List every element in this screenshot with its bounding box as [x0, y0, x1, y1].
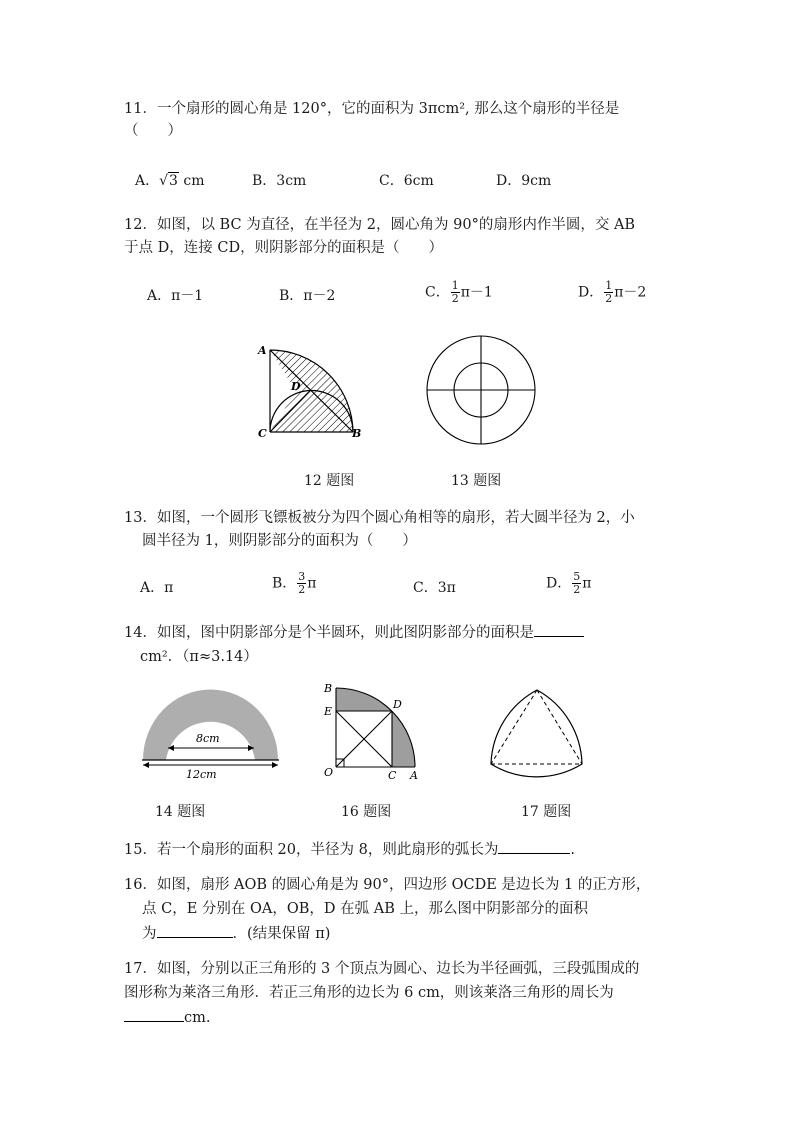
figure-16-shaded-right — [392, 711, 415, 767]
q12-line1: 12．如图，以 BC 为直径，在半径为 2，圆心角为 90°的扇形内作半圆，交 AB — [124, 217, 636, 233]
q17-line2: 图形称为莱洛三角形．若正三角形的边长为 6 cm，则该莱洛三角形的周长为 — [124, 985, 614, 1001]
fraction — [297, 571, 306, 596]
figure-12-label-b: B — [352, 427, 362, 440]
figure-16-shaded-top — [336, 688, 392, 711]
answer-blank[interactable] — [534, 620, 584, 637]
q11-option-a-unit: cm — [178, 173, 205, 189]
q16-line3 — [142, 921, 330, 946]
figure-16-label-b: B — [324, 682, 333, 695]
figure-16-label-d: D — [393, 698, 402, 711]
fraction — [572, 571, 581, 596]
q13-option-b-tail: π — [307, 575, 317, 592]
q12-option-b: B．π－2 — [279, 288, 336, 304]
fraction-numerator: 5 — [573, 570, 581, 583]
figure-12-caption: 12 题图 — [304, 473, 355, 489]
figure-16-label-o: O — [324, 766, 334, 779]
figure-16 — [322, 680, 422, 784]
q16-line3-post: ．(结果保留 π) — [232, 926, 331, 942]
q14-line1 — [124, 620, 584, 645]
q11-option-a — [135, 170, 205, 190]
figure-14-caption: 14 题图 — [155, 804, 206, 820]
q13-option-d-tail: π — [582, 575, 592, 592]
q15-text: 15．若一个扇形的面积 20，半径为 8，则此扇形的弧长为 — [124, 842, 499, 858]
figure-17-triangle-side-right — [537, 690, 582, 764]
q11-option-d: D．9cm — [496, 173, 552, 189]
arrow-left-icon — [143, 762, 149, 768]
figure-12-label-d: D — [291, 380, 301, 393]
sqrt-icon: √3 — [159, 173, 178, 189]
q15-end: . — [570, 842, 575, 858]
q17-line1: 17．如图，分别以正三角形的 3 个顶点为圆心、边长为半径画弧，三段弧围成的 — [124, 961, 640, 977]
fraction-numerator: 1 — [605, 279, 613, 292]
q12-option-d-tail: π－2 — [614, 284, 647, 301]
q14-line2: cm²．（π≈3.14） — [140, 649, 258, 665]
figure-17-caption: 17 题图 — [521, 804, 572, 820]
figure-16-label-a: A — [410, 769, 418, 782]
q11-option-b: B．3cm — [252, 173, 307, 189]
q11-option-a-radicand: 3 — [169, 173, 178, 189]
figure-16-label-c: C — [388, 769, 397, 782]
figure-12 — [255, 342, 370, 440]
q16-line1: 16．如图，扇形 AOB 的圆心角是为 90°，四边形 OCDE 是边长为 1 的正方形， — [124, 877, 651, 893]
answer-blank[interactable] — [124, 1005, 184, 1022]
figure-13 — [425, 334, 539, 448]
q12-option-d-label: D． — [578, 284, 604, 301]
answer-blank[interactable] — [157, 921, 233, 938]
q11-line2: （ ） — [124, 123, 182, 139]
q13-option-d — [546, 571, 591, 596]
fraction-denominator: 2 — [573, 583, 581, 596]
figure-14-outer-label: 12cm — [186, 768, 217, 781]
fraction-denominator: 2 — [451, 292, 459, 305]
figure-16-label-e: E — [324, 705, 333, 718]
q16-line3-pre: 为 — [142, 926, 157, 942]
q13-line1: 13．如图，一个圆形飞镖板被分为四个圆心角相等的扇形，若大圆半径为 2，小 — [124, 510, 635, 526]
figure-12-label-a: A — [258, 344, 267, 357]
q13-line2: 圆半径为 1，则阴影部分的面积为（ ） — [142, 533, 417, 549]
fraction-denominator: 2 — [298, 583, 306, 596]
fraction-numerator: 3 — [298, 570, 306, 583]
answer-blank[interactable] — [498, 837, 570, 854]
q17-line3-unit: cm. — [184, 1010, 211, 1026]
q14-line1-text: 14．如图，图中阴影部分是个半圆环，则此图阴影部分的面积是 — [124, 625, 534, 641]
fraction — [451, 280, 460, 305]
q11-option-a-label: A． — [135, 173, 160, 189]
figure-14-shaded-ring — [143, 689, 278, 760]
q17-line3 — [124, 1005, 210, 1030]
figure-17-triangle-side-left — [491, 690, 537, 764]
figure-12-label-c: C — [258, 427, 267, 440]
q12-option-a: A．π－1 — [147, 288, 204, 304]
q11-option-c: C．6cm — [379, 173, 434, 189]
q13-option-b — [272, 571, 317, 596]
figure-17 — [485, 684, 605, 788]
q13-option-d-label: D． — [546, 575, 572, 592]
figure-13-caption: 13 题图 — [451, 473, 502, 489]
q13-option-a: A．π — [140, 580, 174, 596]
q12-option-c — [425, 280, 493, 305]
fraction — [604, 280, 613, 305]
q15-line — [124, 837, 575, 862]
figure-16-caption: 16 题图 — [341, 804, 392, 820]
q12-option-d — [578, 280, 646, 305]
figure-14 — [140, 684, 282, 784]
arrow-right-icon — [272, 762, 278, 768]
fraction-denominator: 2 — [605, 292, 613, 305]
q12-option-c-tail: π－1 — [460, 284, 493, 301]
q12-option-c-label: C． — [425, 284, 450, 301]
q12-line2: 于点 D，连接 CD，则阴影部分的面积是（ ） — [124, 240, 444, 256]
q16-line2: 点 C，E 分别在 OA，OB，D 在弧 AB 上，那么图中阴影部分的面积 — [142, 901, 588, 917]
fraction-numerator: 1 — [451, 279, 459, 292]
q13-option-c: C．3π — [413, 580, 456, 596]
q11-line1: 11．一个扇形的圆心角是 120°，它的面积为 3πcm², 那么这个扇形的半径是 — [124, 101, 620, 117]
q13-option-b-label: B． — [272, 575, 297, 592]
figure-14-inner-label: 8cm — [196, 732, 220, 745]
